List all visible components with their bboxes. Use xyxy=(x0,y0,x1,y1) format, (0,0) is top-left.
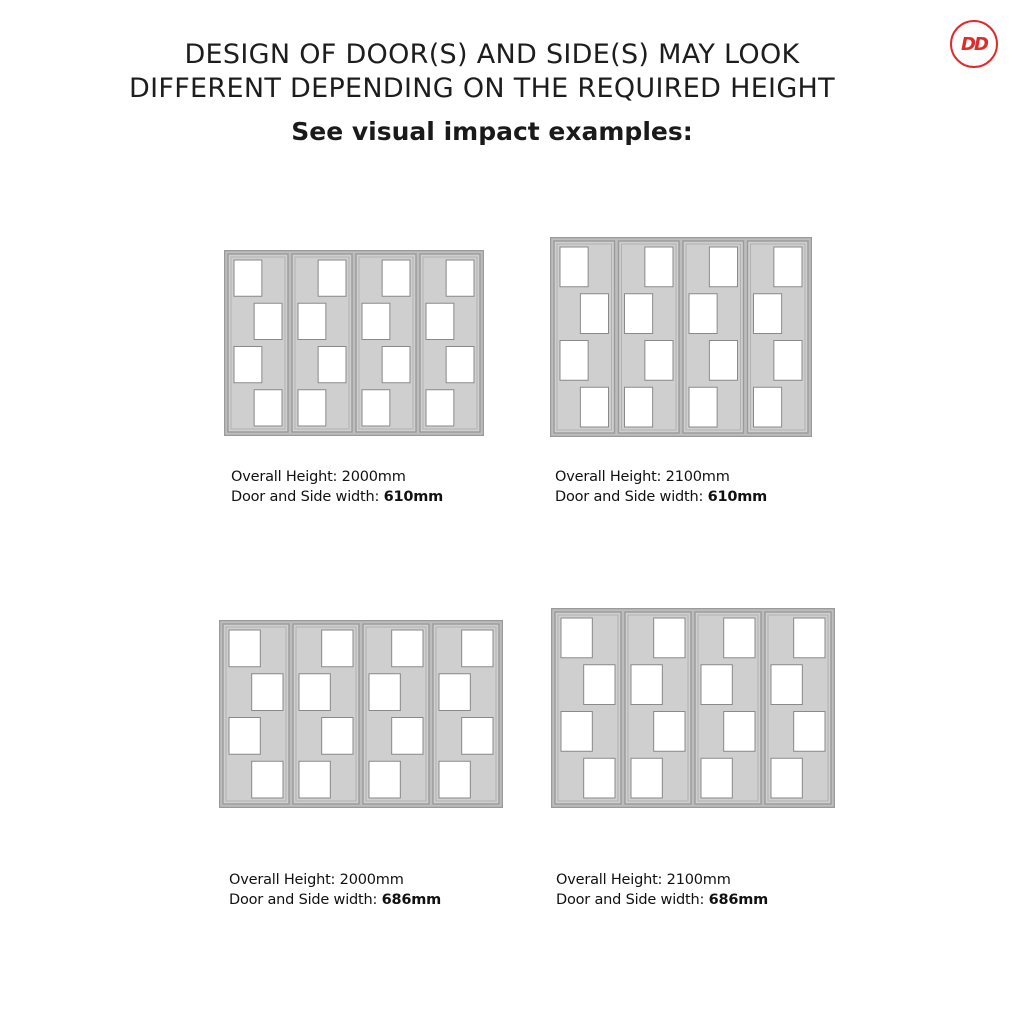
door-set-2000-610 xyxy=(224,250,484,436)
glass-pane xyxy=(724,712,755,752)
glass-pane xyxy=(254,303,282,339)
glass-pane xyxy=(462,718,493,755)
door-panel xyxy=(363,624,429,804)
glass-pane xyxy=(392,630,423,667)
glass-pane xyxy=(318,347,346,383)
caption-example-3: Overall Height: 2000mm Door and Side width: 686mm xyxy=(229,872,442,908)
glass-pane xyxy=(392,718,423,755)
glass-pane xyxy=(561,712,592,752)
glass-pane xyxy=(234,347,262,383)
door-panel xyxy=(748,241,809,433)
door-panel xyxy=(292,254,352,432)
glass-pane xyxy=(689,387,717,427)
glass-pane xyxy=(298,390,326,426)
glass-pane xyxy=(369,674,400,711)
glass-pane xyxy=(561,618,592,658)
door-set-drawing xyxy=(551,608,835,808)
glass-pane xyxy=(625,387,653,427)
glass-pane xyxy=(439,674,470,711)
glass-pane xyxy=(701,665,732,705)
door-set-drawing xyxy=(550,237,812,437)
caption-example-4: Overall Height: 2100mm Door and Side width: 686mm xyxy=(556,872,769,908)
door-panel xyxy=(433,624,499,804)
glass-pane xyxy=(362,390,390,426)
glass-pane xyxy=(362,303,390,339)
dd-logo: DD xyxy=(950,20,998,68)
glass-pane xyxy=(754,294,782,334)
glass-pane xyxy=(322,630,353,667)
glass-pane xyxy=(654,618,685,658)
glass-pane xyxy=(446,347,474,383)
glass-pane xyxy=(382,347,410,383)
glass-pane xyxy=(318,260,346,296)
glass-pane xyxy=(299,674,330,711)
glass-pane xyxy=(382,260,410,296)
door-panel xyxy=(228,254,288,432)
glass-pane xyxy=(580,387,608,427)
glass-pane xyxy=(322,718,353,755)
glass-pane xyxy=(645,247,673,287)
door-set-drawing xyxy=(219,620,503,808)
glass-pane xyxy=(299,761,330,798)
door-set-2100-686 xyxy=(551,608,835,808)
glass-pane xyxy=(369,761,400,798)
glass-pane xyxy=(298,303,326,339)
caption-example-1: Overall Height: 2000mm Door and Side width: 610mm xyxy=(231,469,444,505)
heading-line-2: DIFFERENT DEPENDING ON THE REQUIRED HEIGHT xyxy=(129,73,835,104)
glass-pane xyxy=(446,260,474,296)
door-panel xyxy=(683,241,744,433)
glass-pane xyxy=(771,665,802,705)
glass-pane xyxy=(426,303,454,339)
door-panel xyxy=(356,254,416,432)
glass-pane xyxy=(584,665,615,705)
glass-pane xyxy=(774,341,802,381)
door-panel xyxy=(765,612,831,804)
caption-example-2: Overall Height: 2100mm Door and Side width: 610mm xyxy=(555,469,768,505)
glass-pane xyxy=(426,390,454,426)
glass-pane xyxy=(229,718,260,755)
glass-pane xyxy=(774,247,802,287)
door-panel xyxy=(554,241,615,433)
heading-line-1: DESIGN OF DOOR(S) AND SIDE(S) MAY LOOK xyxy=(184,39,800,70)
door-panel xyxy=(619,241,680,433)
glass-pane xyxy=(709,341,737,381)
glass-pane xyxy=(234,260,262,296)
door-panel xyxy=(223,624,289,804)
glass-pane xyxy=(254,390,282,426)
glass-pane xyxy=(560,247,588,287)
glass-pane xyxy=(754,387,782,427)
door-set-2000-686 xyxy=(219,620,503,808)
glass-pane xyxy=(794,618,825,658)
door-panel xyxy=(625,612,691,804)
glass-pane xyxy=(794,712,825,752)
glass-pane xyxy=(724,618,755,658)
glass-pane xyxy=(709,247,737,287)
door-set-drawing xyxy=(224,250,484,436)
glass-pane xyxy=(462,630,493,667)
glass-pane xyxy=(584,758,615,798)
glass-pane xyxy=(580,294,608,334)
glass-pane xyxy=(645,341,673,381)
glass-pane xyxy=(654,712,685,752)
glass-pane xyxy=(689,294,717,334)
glass-pane xyxy=(252,761,283,798)
glass-pane xyxy=(229,630,260,667)
door-panel xyxy=(293,624,359,804)
glass-pane xyxy=(252,674,283,711)
door-panel xyxy=(555,612,621,804)
door-panel xyxy=(420,254,480,432)
glass-pane xyxy=(631,758,662,798)
door-panel xyxy=(695,612,761,804)
glass-pane xyxy=(625,294,653,334)
glass-pane xyxy=(771,758,802,798)
glass-pane xyxy=(701,758,732,798)
glass-pane xyxy=(439,761,470,798)
glass-pane xyxy=(631,665,662,705)
subheading: See visual impact examples: xyxy=(291,117,693,146)
door-set-2100-610 xyxy=(550,237,812,437)
glass-pane xyxy=(560,341,588,381)
